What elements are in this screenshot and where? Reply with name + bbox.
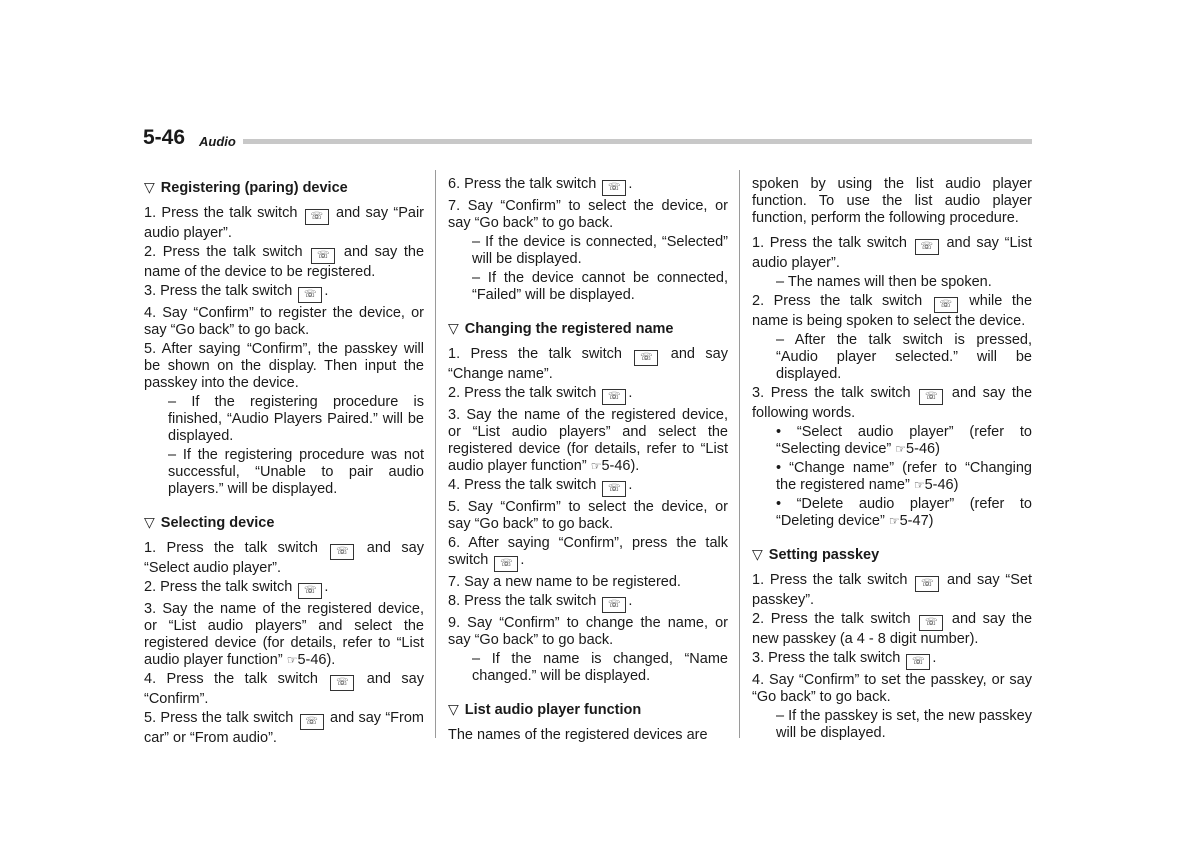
step: 6. Press the talk switch ☏ .: [448, 176, 728, 196]
paragraph: spoken by using the list audio player function. To use the list audio player function, perform the following procedure.: [752, 176, 1032, 226]
talk-switch-icon: ☏: [634, 350, 658, 366]
talk-switch-icon: ☏: [602, 597, 626, 613]
step: 6. After saying “Confirm”, press the talk switch ☏ .: [448, 535, 728, 572]
page-number: 5-46: [143, 126, 186, 149]
step: 2. Press the talk switch ☏ and say the name of the device to be registered.: [144, 244, 425, 280]
bullet-item: • “Select audio player” (refer to “Selecting device” ☞5-46): [776, 424, 1032, 457]
talk-switch-icon: ☏: [906, 654, 930, 670]
step: 3. Say the name of the registered device, or “List audio players” and select the registered device (for details, refer to “List audio player function” ☞5-46).: [448, 407, 728, 474]
column-divider: [739, 170, 740, 738]
triangle-icon: ▽: [448, 320, 459, 336]
talk-switch-icon: ☏: [602, 389, 626, 405]
sub-note: – If the name is changed, “Name changed.” will be displayed.: [472, 651, 728, 684]
column-1: [144, 176, 424, 749]
heading-registering: ▽ Registering (paring) device: [144, 179, 348, 196]
column-2: [448, 176, 728, 746]
step: 8. Press the talk switch ☏ .: [448, 593, 728, 613]
triangle-icon: ▽: [144, 514, 155, 530]
step: 7. Say “Confirm” to select the device, or say “Go back” to go back.: [448, 198, 728, 231]
step: 4. Say “Confirm” to set the passkey, or say “Go back” to go back.: [752, 672, 1032, 705]
sub-note: – If the device is connected, “Selected” will be displayed.: [472, 234, 728, 267]
step: 3. Press the talk switch ☏ .: [144, 283, 424, 303]
step: 1. Press the talk switch ☏ and say “Pair audio player”.: [144, 205, 424, 241]
step: 4. Press the talk switch ☏ and say “Confirm”.: [144, 671, 424, 707]
talk-switch-icon: ☏: [915, 239, 939, 255]
talk-switch-icon: ☏: [305, 209, 329, 225]
reference-icon: ☞: [895, 442, 907, 456]
reference-icon: ☞: [590, 459, 602, 473]
talk-switch-icon: ☏: [602, 180, 626, 196]
sub-note: – After the talk switch is pressed, “Audio player selected.” will be displayed.: [776, 332, 1032, 382]
step: 5. After saying “Confirm”, the passkey will be shown on the display. Then input the passkey into the device.: [144, 341, 424, 391]
step: 1. Press the talk switch ☏ and say “List audio player”.: [752, 235, 1033, 271]
triangle-icon: ▽: [448, 701, 459, 717]
step: 4. Press the talk switch ☏ .: [448, 477, 728, 497]
talk-switch-icon: ☏: [919, 615, 943, 631]
reference-icon: ☞: [286, 653, 298, 667]
talk-switch-icon: ☏: [494, 556, 518, 572]
step: 2. Press the talk switch ☏ .: [144, 579, 424, 599]
heading-list: ▽ List audio player function: [448, 701, 642, 718]
talk-switch-icon: ☏: [602, 481, 626, 497]
sub-note: – If the registering procedure is finished, “Audio Players Paired.” will be displayed.: [168, 394, 424, 444]
triangle-icon: ▽: [144, 179, 155, 195]
heading-changing: ▽ Changing the registered name: [448, 320, 674, 337]
triangle-icon: ▽: [752, 546, 763, 562]
column-divider: [435, 170, 436, 738]
section-title: Audio: [199, 134, 236, 149]
heading-passkey: ▽ Setting passkey: [752, 546, 880, 563]
talk-switch-icon: ☏: [915, 576, 939, 592]
talk-switch-icon: ☏: [311, 248, 335, 264]
step: 2. Press the talk switch ☏ and say the new passkey (a 4 - 8 digit number).: [752, 611, 1033, 647]
step: 1. Press the talk switch ☏ and say “Change name”.: [448, 346, 728, 382]
bullet-item: • “Change name” (refer to “Changing the registered name” ☞5-46): [776, 460, 1032, 493]
step: 2. Press the talk switch ☏ .: [448, 385, 728, 405]
step: 9. Say “Confirm” to change the name, or say “Go back” to go back.: [448, 615, 728, 648]
step: 1. Press the talk switch ☏ and say “Set passkey”.: [752, 572, 1032, 608]
step: 7. Say a new name to be registered.: [448, 574, 681, 590]
column-3: [752, 176, 1032, 744]
reference-icon: ☞: [913, 478, 925, 492]
step: 5. Press the talk switch ☏ and say “From car” or “From audio”.: [144, 710, 425, 746]
talk-switch-icon: ☏: [330, 675, 354, 691]
talk-switch-icon: ☏: [300, 714, 324, 730]
talk-switch-icon: ☏: [298, 583, 322, 599]
bullet-item: • “Delete audio player” (refer to “Deleting device” ☞5-47): [776, 496, 1032, 529]
sub-note: – The names will then be spoken.: [776, 274, 992, 290]
step: 3. Say the name of the registered device, or “List audio players” and select the registered device (for details, refer to “List audio player function” ☞5-46).: [144, 601, 424, 668]
sub-note: – If the device cannot be connected, “Failed” will be displayed.: [472, 270, 728, 303]
step: 4. Say “Confirm” to register the device, or say “Go back” to go back.: [144, 305, 424, 338]
reference-icon: ☞: [888, 514, 900, 528]
step: 2. Press the talk switch ☏ while the name is being spoken to select the device.: [752, 293, 1033, 329]
header-rule: [243, 139, 1032, 144]
heading-selecting: ▽ Selecting device: [144, 514, 275, 531]
step: 3. Press the talk switch ☏ and say the following words.: [752, 385, 1033, 421]
sub-note: – If the passkey is set, the new passkey will be displayed.: [776, 708, 1032, 741]
step: 1. Press the talk switch ☏ and say “Select audio player”.: [144, 540, 424, 576]
paragraph: The names of the registered devices are: [448, 727, 708, 743]
talk-switch-icon: ☏: [330, 544, 354, 560]
talk-switch-icon: ☏: [919, 389, 943, 405]
step: 3. Press the talk switch ☏ .: [752, 650, 1032, 670]
talk-switch-icon: ☏: [298, 287, 322, 303]
page-header: [143, 126, 1032, 152]
talk-switch-icon: ☏: [934, 297, 958, 313]
sub-note: – If the registering procedure was not successful, “Unable to pair audio players.” will be displayed.: [168, 447, 424, 497]
step: 5. Say “Confirm” to select the device, or say “Go back” to go back.: [448, 499, 728, 532]
